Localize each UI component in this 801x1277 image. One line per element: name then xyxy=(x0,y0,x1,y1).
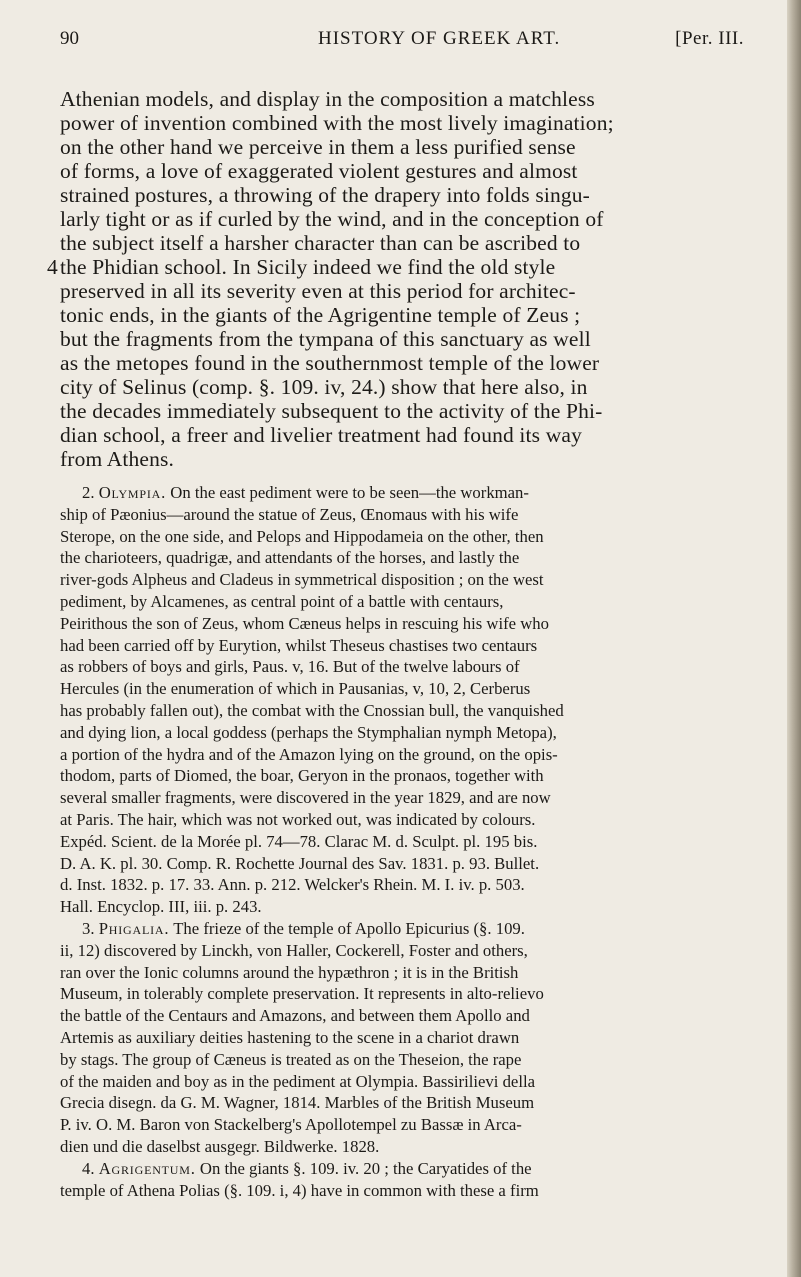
body-line: strained postures, a throwing of the drapery into folds singu- xyxy=(60,183,590,207)
body-line: dian school, a freer and livelier treatment had found its way xyxy=(60,423,582,447)
main-paragraph xyxy=(47,87,760,471)
note-line: Artemis as auxiliary deities hastening to the scene in a chariot drawn xyxy=(60,1027,520,1047)
note-line: Grecia disegn. da G. M. Wagner, 1814. Marbles of the British Museum xyxy=(60,1093,535,1113)
note-line: by stags. The group of Cæneus is treated as on the Theseion, the rape xyxy=(60,1049,522,1069)
body-line: the subject itself a harsher character than can be ascribed to xyxy=(60,231,581,255)
body-line: from Athens. xyxy=(60,447,175,471)
note-line: d. Inst. 1832. p. 17. 33. Ann. p. 212. Welcker's Rhein. M. I. iv. p. 503. xyxy=(60,875,525,895)
note-line: thodom, parts of Diomed, the boar, Geryon in the pronaos, together with xyxy=(60,766,544,786)
body-line-text: the Phidian school. In Sicily indeed we find the old style xyxy=(60,255,556,279)
note-line: Museum, in tolerably complete preservation. It represents in alto-relievo xyxy=(60,984,544,1004)
note-line: Hall. Encyclop. III, iii. p. 243. xyxy=(60,897,262,917)
note-line: at Paris. The hair, which was not worked out, was indicated by colours. xyxy=(60,809,536,829)
note-number: 4. xyxy=(82,1158,95,1178)
body-line: as the metopes found in the southernmost temple of the lower xyxy=(60,351,600,375)
note-text: On the east pediment were to be seen—the workman- xyxy=(170,483,529,502)
section-label: [Per. III. xyxy=(675,28,744,49)
body-line-with-margin-number xyxy=(47,255,760,279)
body-line: city of Selinus (comp. §. 109. iv, 24.) show that here also, in xyxy=(60,375,588,399)
note-number: 3. xyxy=(82,918,95,938)
note-line: P. iv. O. M. Baron von Stackelberg's Apollotempel zu Bassæ in Arca- xyxy=(60,1115,522,1135)
note-line: had been carried off by Eurytion, whilst Theseus chastises two centaurs xyxy=(60,635,538,655)
note-heading: Agrigentum. xyxy=(98,1158,196,1178)
body-line: on the other hand we perceive in them a less purified sense xyxy=(60,135,576,159)
note-line: dien und die daselbst ausgegr. Bildwerke. 1828. xyxy=(60,1136,380,1156)
note-line: pediment, by Alcamenes, as central point of a battle with centaurs, xyxy=(60,591,504,611)
note-line: has probably fallen out), the combat with the Cnossian bull, the vanquished xyxy=(60,700,564,720)
note-line: and dying lion, a local goddess (perhaps the Stymphalian nymph Metopa), xyxy=(60,722,557,742)
note-phigalia-first-line xyxy=(60,918,760,940)
note-line: the battle of the Centaurs and Amazons, and between them Apollo and xyxy=(60,1006,530,1026)
body-line: the decades immediately subsequent to the activity of the Phi- xyxy=(60,399,603,423)
body-line: but the fragments from the tympana of this sanctuary as well xyxy=(60,327,591,351)
note-agrigentum-first-line xyxy=(60,1158,760,1180)
note-line: D. A. K. pl. 30. Comp. R. Rochette Journal des Sav. 1831. p. 93. Bullet. xyxy=(60,853,540,873)
note-line: a portion of the hydra and of the Amazon lying on the ground, on the opis- xyxy=(60,744,558,764)
note-line: ran over the Ionic columns around the hypæthron ; it is in the British xyxy=(60,962,519,982)
body-line: preserved in all its severity even at this period for architec- xyxy=(60,279,576,303)
note-text: The frieze of the temple of Apollo Epicurius (§. 109. xyxy=(173,918,525,938)
note-heading: Olympia. xyxy=(98,483,167,502)
body-line: tonic ends, in the giants of the Agrigentine temple of Zeus ; xyxy=(60,303,581,327)
note-line: river-gods Alpheus and Cladeus in symmetrical disposition ; on the west xyxy=(60,570,544,590)
body-line: of forms, a love of exaggerated violent gestures and almost xyxy=(60,159,578,183)
note-line: Peirithous the son of Zeus, whom Cæneus helps in rescuing his wife who xyxy=(60,613,549,633)
note-text: On the giants §. 109. iv. 20 ; the Caryatides of the xyxy=(199,1158,532,1178)
body-line: Athenian models, and display in the composition a matchless xyxy=(60,87,595,111)
note-line: Sterope, on the one side, and Pelops and Hippodameia on the other, then xyxy=(60,526,544,546)
body-line: power of invention combined with the most lively imagination; xyxy=(60,111,614,135)
page-number: 90 xyxy=(60,28,79,49)
note-line: ship of Pæonius—around the statue of Zeus, Œnomaus with his wife xyxy=(60,504,519,524)
note-line: the charioteers, quadrigæ, and attendants of the horses, and lastly the xyxy=(60,548,520,568)
margin-number: 4 xyxy=(47,255,58,279)
note-line: ii, 12) discovered by Linckh, von Haller, Cockerell, Foster and others, xyxy=(60,940,528,960)
body-line: larly tight or as if curled by the wind, and in the conception of xyxy=(60,207,604,231)
note-line: as robbers of boys and girls, Paus. v, 16. But of the twelve labours of xyxy=(60,657,520,677)
note-line: temple of Athena Polias (§. 109. i, 4) have in common with these a firm xyxy=(60,1180,539,1200)
page-edge xyxy=(787,0,801,1277)
note-olympia-first-line xyxy=(60,482,760,504)
note-line: several smaller fragments, were discovered in the year 1829, and are now xyxy=(60,788,551,808)
note-heading: Phigalia. xyxy=(98,918,170,938)
running-title: HISTORY OF GREEK ART. xyxy=(318,28,561,49)
note-line: Expéd. Scient. de la Morée pl. 74—78. Clarac M. d. Sculpt. pl. 195 bis. xyxy=(60,831,538,851)
note-line: of the maiden and boy as in the pediment at Olympia. Bassirilievi della xyxy=(60,1071,536,1091)
note-number: 2. xyxy=(82,483,95,502)
footnotes xyxy=(60,482,760,1201)
note-line: Hercules (in the enumeration of which in Pausanias, v, 10, 2, Cerberus xyxy=(60,679,531,699)
running-header xyxy=(60,20,750,54)
